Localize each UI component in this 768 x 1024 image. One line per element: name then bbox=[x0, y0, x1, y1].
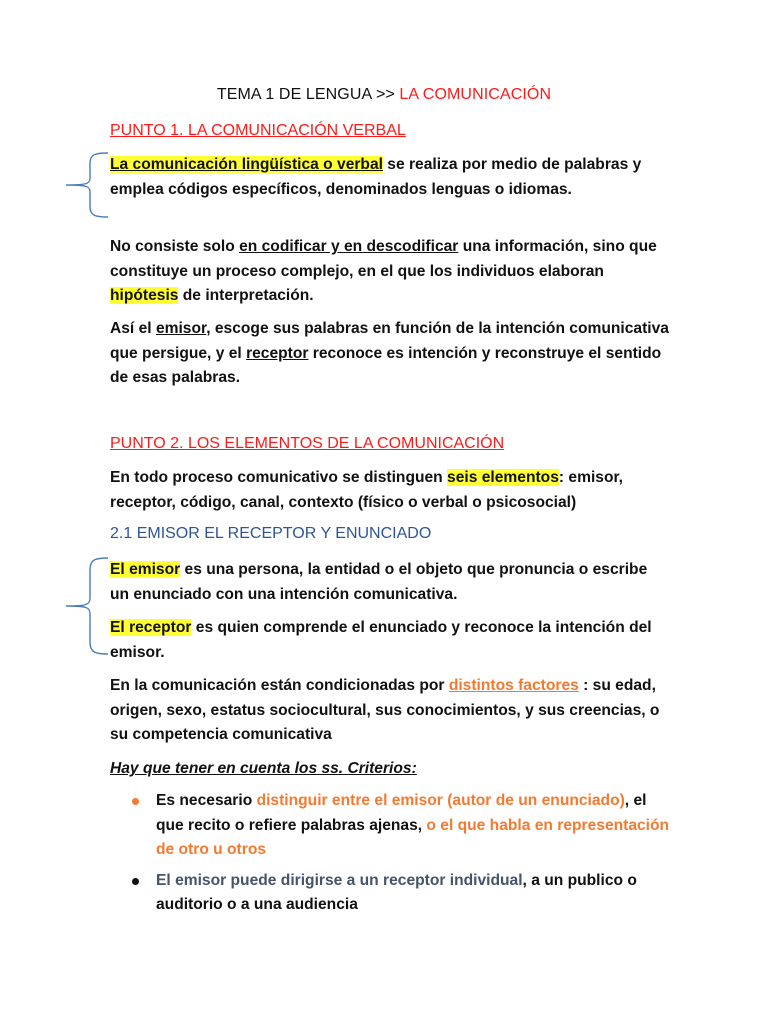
left-brace-icon bbox=[60, 151, 110, 219]
section1-paragraph2: No consiste solo en codificar y en descodificar una información, sino que constituye un proceso complejo, en el que los individuos elaboran hipótesis de interpretación. bbox=[110, 238, 657, 304]
receptor-definition: El receptor es quien comprende el enunciado y reconoce la intención del emisor. bbox=[110, 619, 652, 661]
bullet-dot-icon bbox=[132, 798, 139, 805]
criteria-heading: Hay que tener en cuenta los ss. Criterios: bbox=[110, 760, 417, 777]
section2-subheading: 2.1 EMISOR EL RECEPTOR Y ENUNCIADO bbox=[110, 525, 432, 542]
emisor-definition: El emisor es una persona, la entidad o el objeto que pronuncia o escribe un enunciado con una intención comunicativa. bbox=[110, 561, 648, 603]
list-item: Es necesario distinguir entre el emisor (autor de un enunciado), el que recito o refiere palabras ajenas, o el que habla en representación de otro u otros bbox=[110, 789, 670, 863]
document-title bbox=[0, 86, 768, 104]
title-prefix: TEMA 1 DE LENGUA >> bbox=[216, 86, 400, 103]
section1-paragraph3: Así el emisor, escoge sus palabras en función de la intención comunicativa que persigue, y el receptor reconoce es intención y reconstruye el sentido de esas palabras. bbox=[110, 320, 669, 386]
title-highlight: LA COMUNICACIÓN bbox=[399, 86, 552, 103]
section2-paragraph1: En todo proceso comunicativo se distinguen seis elementos: emisor, receptor, código, canal, contexto (físico o verbal o psicosocial) bbox=[110, 469, 624, 511]
section1-heading: PUNTO 1. LA COMUNICACIÓN VERBAL bbox=[110, 122, 406, 139]
section2-heading: PUNTO 2. LOS ELEMENTOS DE LA COMUNICACIÓN bbox=[110, 435, 505, 452]
bullet-dot-icon bbox=[132, 878, 139, 885]
list-item: El emisor puede dirigirse a un receptor individual, a un publico o auditorio o a una audiencia bbox=[110, 869, 670, 918]
left-brace-icon bbox=[60, 556, 110, 656]
factors-paragraph: En la comunicación están condicionadas por distintos factores : su edad, origen, sexo, estatus sociocultural, sus conocimientos, y sus creencias, o su competencia comunicativa bbox=[110, 677, 660, 743]
section1-paragraph1: La comunicación lingüística o verbal se realiza por medio de palabras y emplea códigos específicos, denominados lenguas o idiomas. bbox=[110, 156, 642, 198]
criteria-list bbox=[110, 789, 670, 918]
